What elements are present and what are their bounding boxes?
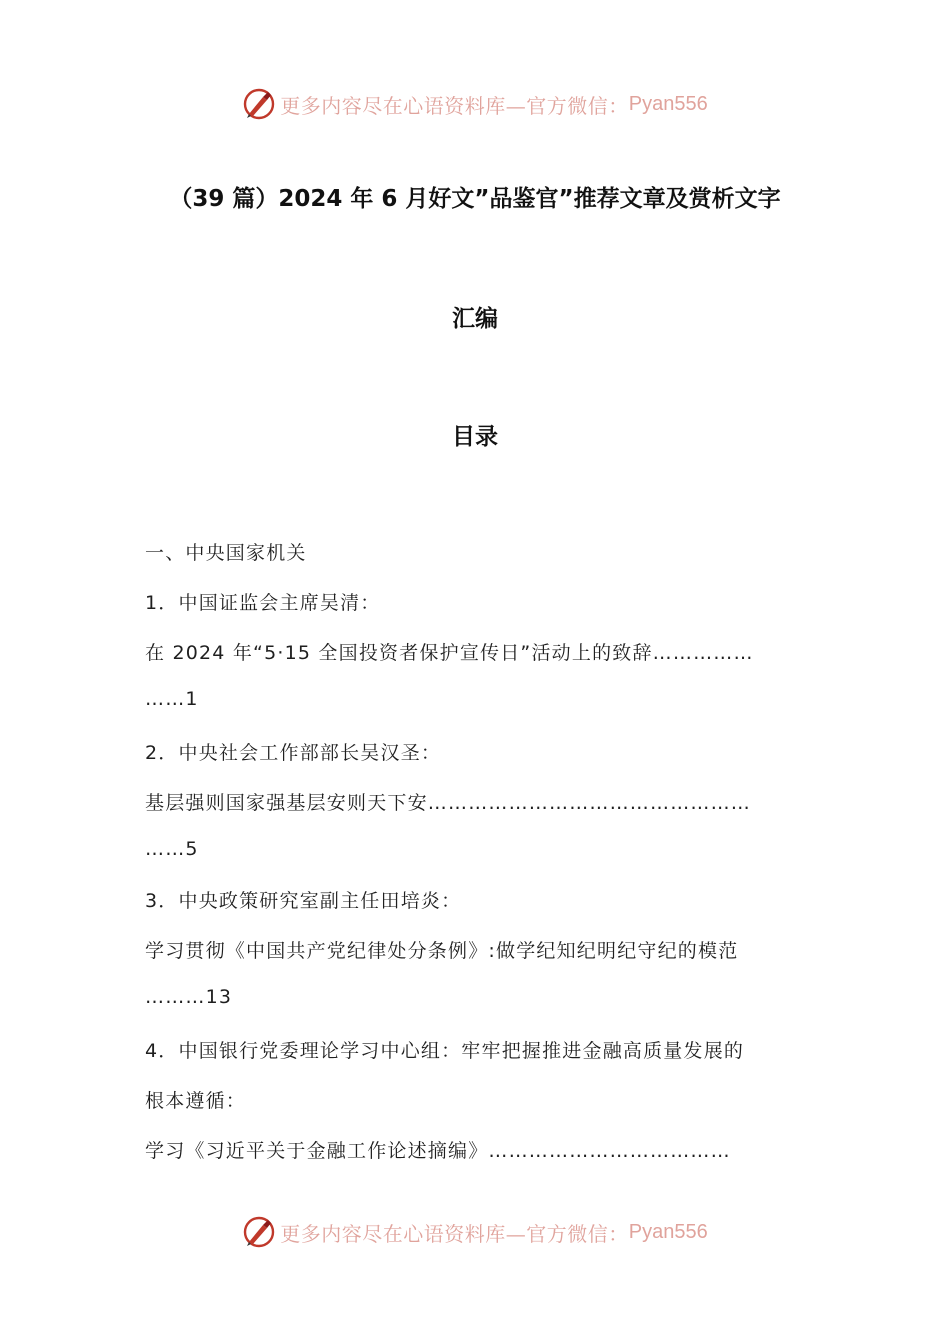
watermark-banner-bottom	[0, 1212, 950, 1252]
document-title-line2: 汇编	[452, 306, 498, 332]
toc-item: 学习《习近平关于金融工作论述摘编》………………………………	[145, 1140, 731, 1162]
toc-heading: 目录	[452, 424, 498, 450]
watermark-text: 更多内容尽在心语资料库—官方微信：	[280, 93, 629, 118]
toc-page-number: ……5	[145, 838, 199, 860]
watermark-wechat-id: Pyan556	[628, 92, 708, 115]
watermark-text: 更多内容尽在心语资料库—官方微信：	[280, 1221, 629, 1246]
toc-item: 基层强则国家强基层安则天下安…………………………………………	[145, 792, 752, 814]
document-title-line1: （39 篇）2024 年 6 月好文”品鉴官”推荐文章及赏析文字	[169, 186, 781, 212]
toc-item: 在 2024 年“5·15 全国投资者保护宣传日”活动上的致辞……………	[145, 642, 754, 664]
toc-item: 1．中国证监会主席吴清：	[145, 592, 381, 614]
toc-item: 学习贯彻《中国共产党纪律处分条例》:做学纪知纪明纪守纪的模范	[145, 940, 739, 962]
pen-logo-icon	[242, 87, 276, 121]
toc-item: 4．中国银行党委理论学习中心组：牢牢把握推进金融高质量发展的	[145, 1040, 745, 1062]
toc-page-number: ………13	[145, 986, 233, 1008]
toc-item: 根本遵循：	[145, 1090, 247, 1112]
watermark-banner-top	[0, 84, 950, 124]
toc-page-number: ……1	[145, 688, 199, 710]
toc-item: 2．中央社会工作部部长吴汉圣：	[145, 742, 442, 764]
toc-section-heading: 一、中央国家机关	[145, 542, 307, 564]
watermark-wechat-id: Pyan556	[628, 1220, 708, 1243]
toc-item: 3．中央政策研究室副主任田培炎：	[145, 890, 462, 912]
pen-logo-icon	[242, 1215, 276, 1249]
